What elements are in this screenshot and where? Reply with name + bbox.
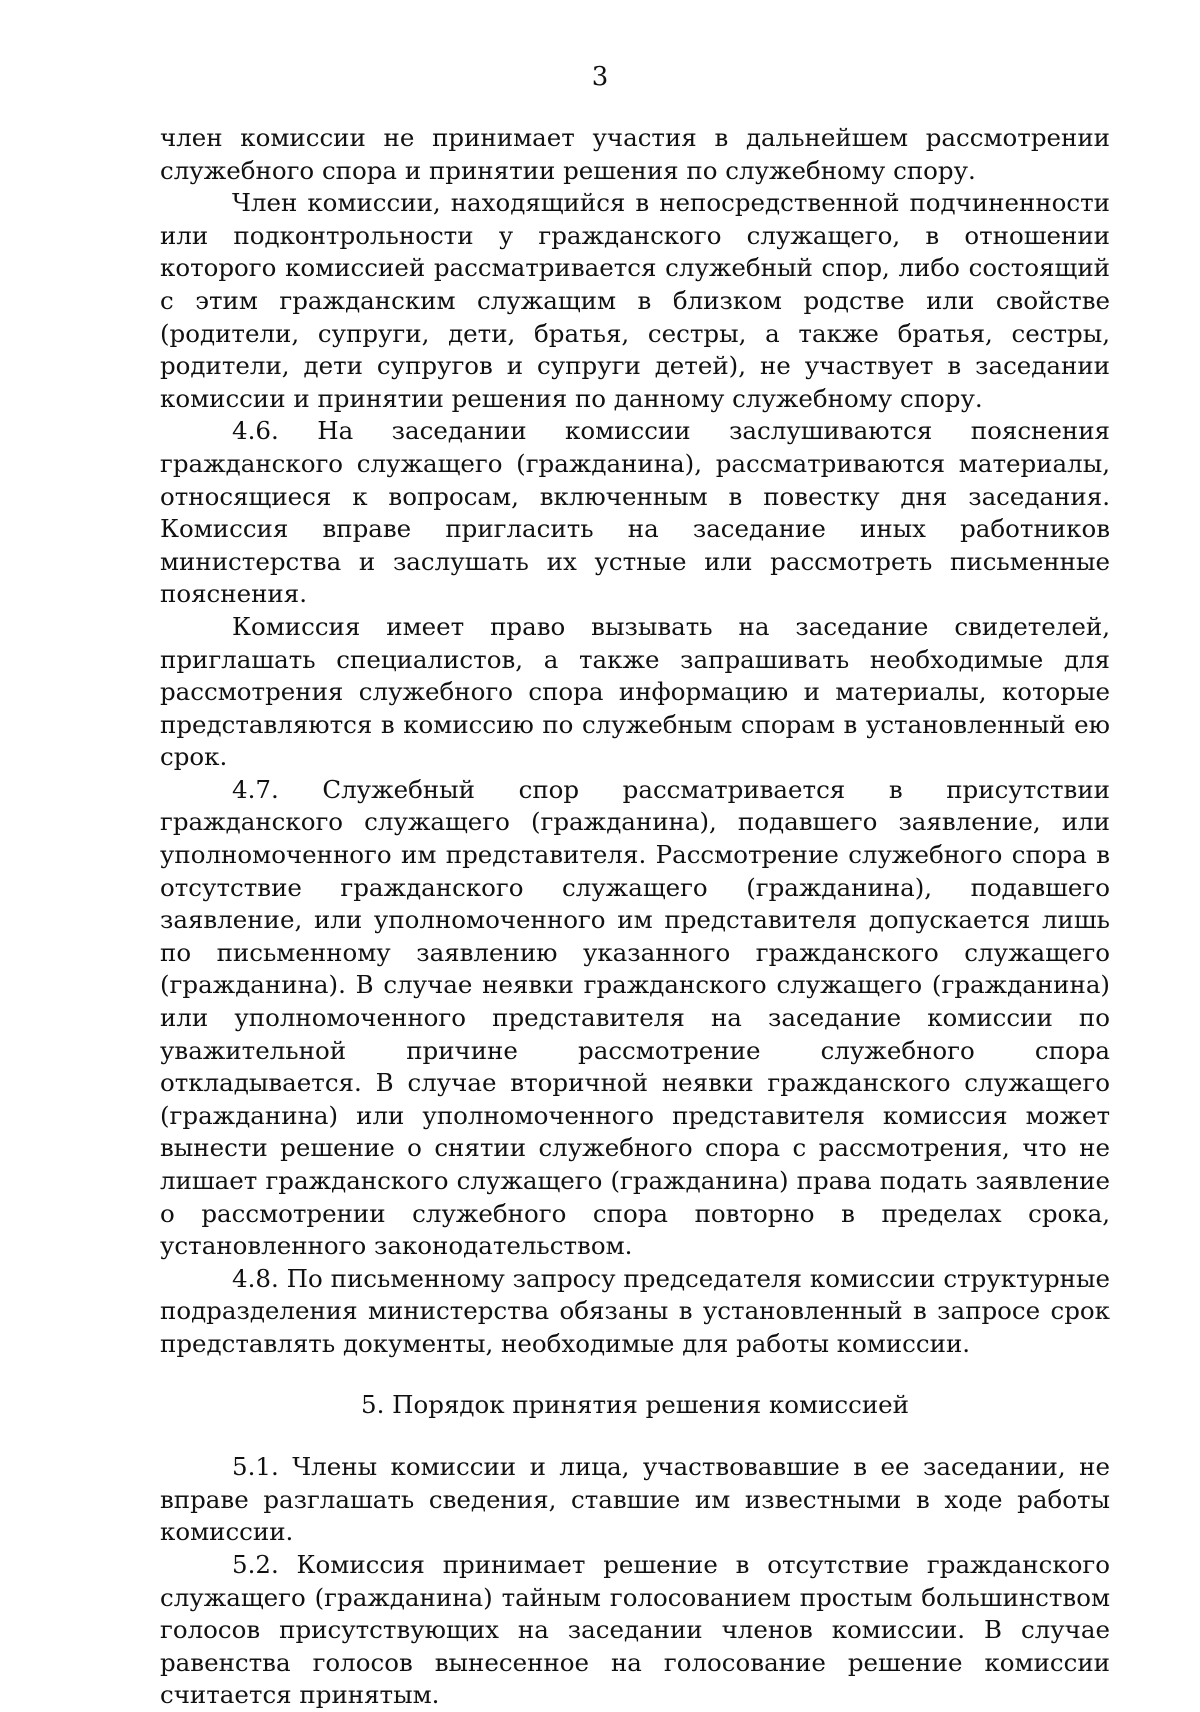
paragraph-5-1: 5.1. Члены комиссии и лица, участвовавшие в ее заседании, не вправе разглашать сведения, ставшие им известными в ходе работы комиссии.	[160, 1452, 1110, 1547]
paragraph-continuation: член комиссии не принимает участия в дальнейшем рассмотрении служебного спора и принятии решения по служебному спору.	[160, 123, 1110, 185]
paragraph-member-relations: Член комиссии, находящийся в непосредственной подчиненности или подконтрольности у гражданского служащего, в отношении которого комиссией рассматривается служебный спор, либо состоящий с этим гражданским служащим в близком родстве или свойстве (родители, супруги, дети, братья, сестры, а также братья, сестры, родители, дети супругов и супруги детей), не участвует в заседании комиссии и принятии решения по данному служебному спору.	[160, 188, 1110, 413]
paragraph-4-6: 4.6. На заседании комиссии заслушиваются пояснения гражданского служащего (гражданина), рассматриваются материалы, относящиеся к вопросам, включенным в повестку дня заседания. Комиссия вправе пригласить на заседание иных работников министерства и заслушать их устные или рассмотреть письменные пояснения.	[160, 416, 1110, 609]
section-heading: 5. Порядок принятия решения комиссией	[360, 1389, 910, 1419]
paragraph-4-8: 4.8. По письменному запросу председателя комиссии структурные подразделения министерства обязаны в установленный в запросе срок представлять документы, необходимые для работы комиссии.	[160, 1263, 1110, 1358]
paragraph-commission-rights: Комиссия имеет право вызывать на заседание свидетелей, приглашать специалистов, а также запрашивать необходимые для рассмотрения служебного спора информацию и материалы, которые представляются в комиссию по служебным спорам в установленный ею срок.	[160, 611, 1110, 772]
document-body	[160, 122, 1110, 1712]
page-number: 3	[591, 62, 609, 92]
paragraph-5-2: 5.2. Комиссия принимает решение в отсутствие гражданского служащего (гражданина) тайным голосованием простым большинством голосов присутствующих на заседании членов комиссии. В случае равенства голосов вынесенное на голосование решение комиссии считается принятым.	[160, 1549, 1110, 1710]
paragraph-4-7: 4.7. Служебный спор рассматривается в присутствии гражданского служащего (гражданина), подавшего заявление, или уполномоченного им представителя. Рассмотрение служебного спора в отсутствие гражданского служащего (гражданина), подавшего заявление, или уполномоченного им представителя допускается лишь по письменному заявлению указанного гражданского служащего (гражданина). В случае неявки гражданского служащего (гражданина) или уполномоченного представителя на заседание комиссии по уважительной причине рассмотрение служебного спора откладывается. В случае вторичной неявки гражданского служащего (гражданина) или уполномоченного представителя комиссия может вынести решение о снятии служебного спора с рассмотрения, что не лишает гражданского служащего (гражданина) права подать заявление о рассмотрении служебного спора повторно в пределах срока, установленного законодательством.	[160, 774, 1110, 1261]
